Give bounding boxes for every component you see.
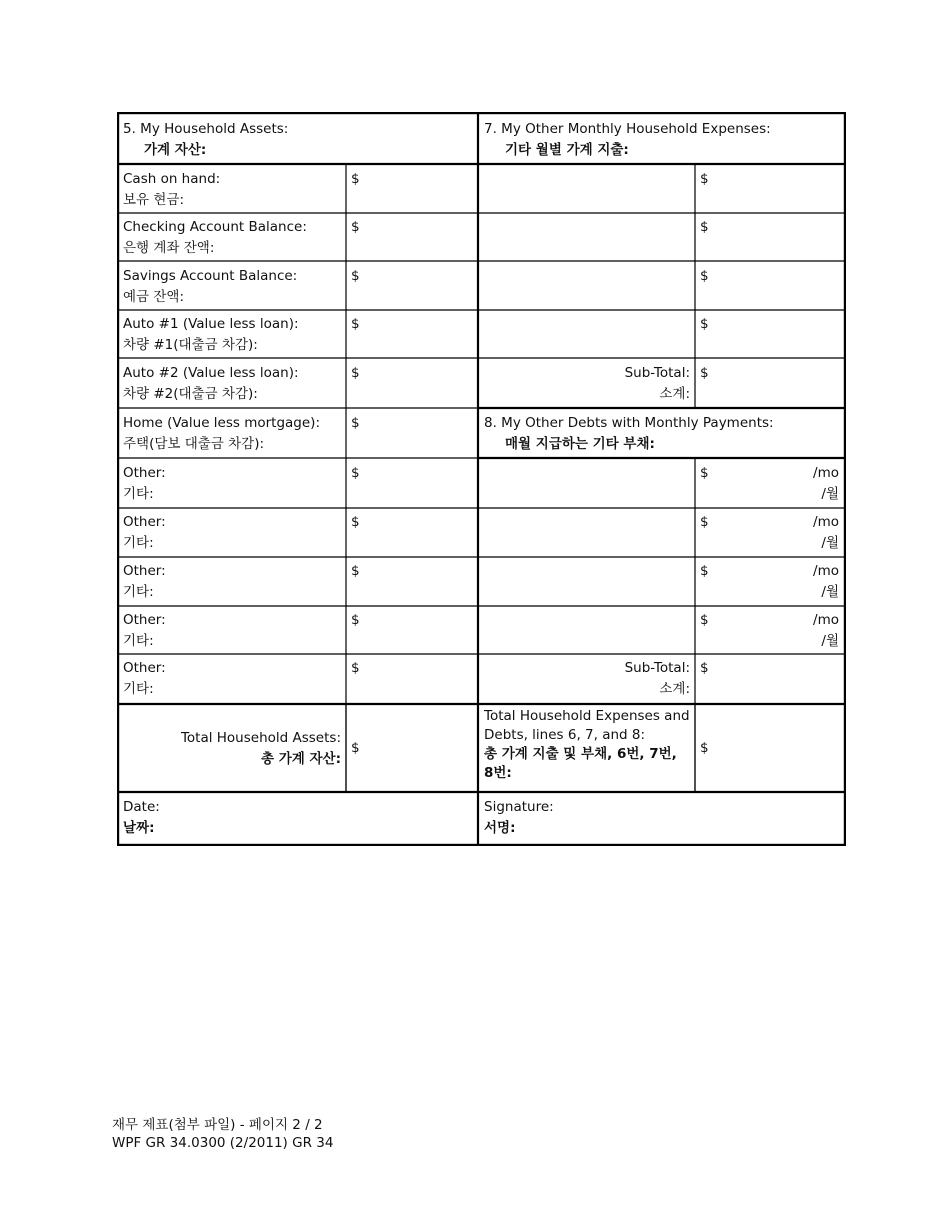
footer-form-number: WPF GR 34.0300 (2/2011) GR 34: [112, 1135, 334, 1151]
asset-value-field[interactable]: $: [351, 514, 360, 530]
total-expenses-debts-label: [479, 705, 695, 792]
subtotal-label: Sub-Total:: [624, 365, 690, 381]
date-label-korean: 날짜:: [123, 820, 155, 836]
section-7-title: 7. My Other Monthly Household Expenses:: [484, 121, 771, 137]
expense-subtotal-label: [479, 360, 695, 408]
asset-label: Home (Value less mortgage):: [123, 415, 320, 431]
asset-label-korean: 차량 #2(대출금 차감):: [123, 386, 258, 402]
expense-description-field[interactable]: [479, 166, 695, 213]
asset-value-field[interactable]: $: [351, 660, 360, 676]
asset-row-label: [118, 410, 346, 458]
financial-statement-form: [117, 112, 846, 846]
per-month-unit: /mo /월: [813, 514, 839, 551]
page-footer: [112, 1116, 333, 1152]
expense-amount-field[interactable]: $: [700, 316, 709, 332]
debt-description-field[interactable]: [479, 558, 695, 606]
asset-label-korean: 기타:: [123, 633, 154, 649]
asset-row-label: [118, 509, 346, 557]
asset-value-field[interactable]: $: [351, 465, 360, 481]
per-month-unit: /mo /월: [813, 465, 839, 502]
asset-value-field[interactable]: $: [351, 171, 360, 187]
asset-label-korean: 기타:: [123, 681, 154, 697]
section-8-title: 8. My Other Debts with Monthly Payments:: [484, 415, 774, 431]
section-5-title-korean: 가계 자산:: [144, 142, 207, 158]
total-expenses-label-text: Total Household Expenses and Debts, lines 6, 7, and 8:: [484, 708, 690, 743]
total-expenses-debts-field[interactable]: $: [700, 740, 709, 756]
asset-label-korean: 은행 계좌 잔액:: [123, 240, 215, 256]
section-5-title: 5. My Household Assets:: [123, 121, 289, 137]
asset-row-label: [118, 263, 346, 310]
asset-label: Other:: [123, 465, 166, 481]
asset-value-field[interactable]: $: [351, 415, 360, 431]
asset-label: Other:: [123, 514, 166, 530]
asset-label-korean: 기타:: [123, 486, 154, 502]
asset-label: Other:: [123, 660, 166, 676]
asset-row-label: [118, 166, 346, 213]
expense-description-field[interactable]: [479, 311, 695, 358]
asset-label: Checking Account Balance:: [123, 219, 307, 235]
subtotal-label-korean: 소계:: [659, 386, 690, 402]
total-expenses-label-korean: 총 가계 지출 및 부채, 6번, 7번, 8번:: [484, 746, 677, 781]
asset-label: Other:: [123, 563, 166, 579]
section-7-title-korean: 기타 월별 가계 지출:: [505, 142, 629, 158]
section-7-heading: [479, 116, 845, 164]
asset-label: Cash on hand:: [123, 171, 221, 187]
debt-payment-field[interactable]: [695, 607, 845, 654]
asset-label-korean: 기타:: [123, 584, 154, 600]
debt-description-field[interactable]: [479, 607, 695, 654]
asset-label: Savings Account Balance:: [123, 268, 298, 284]
debt-description-field[interactable]: [479, 509, 695, 557]
asset-row-label: [118, 360, 346, 408]
debt-dollar-sign: $: [700, 612, 709, 628]
asset-value-field[interactable]: $: [351, 563, 360, 579]
debt-payment-field[interactable]: [695, 558, 845, 606]
subtotal-label: Sub-Total:: [624, 660, 690, 676]
expense-amount-field[interactable]: $: [700, 171, 709, 187]
asset-label-korean: 예금 잔액:: [123, 289, 185, 305]
asset-label-korean: 보유 현금:: [123, 192, 185, 208]
expense-description-field[interactable]: [479, 263, 695, 310]
asset-value-field[interactable]: $: [351, 365, 360, 381]
asset-label-korean: 차량 #1(대출금 차감):: [123, 337, 258, 353]
asset-row-label: [118, 311, 346, 358]
asset-label: Other:: [123, 612, 166, 628]
total-assets-label-korean: 총 가계 자산:: [260, 750, 341, 767]
asset-value-field[interactable]: $: [351, 316, 360, 332]
asset-row-label: [118, 655, 346, 704]
debt-subtotal-field[interactable]: $: [700, 660, 709, 676]
asset-row-label: [118, 214, 346, 261]
asset-label-korean: 기타:: [123, 535, 154, 551]
subtotal-label-korean: 소계:: [659, 681, 690, 697]
expense-description-field[interactable]: [479, 214, 695, 261]
per-month-unit: /mo /월: [813, 612, 839, 649]
debt-payment-field[interactable]: [695, 509, 845, 557]
date-field[interactable]: [118, 794, 478, 845]
asset-row-label: [118, 607, 346, 654]
signature-label: Signature:: [484, 799, 554, 815]
date-label: Date:: [123, 799, 160, 815]
total-assets-label: [118, 705, 346, 792]
debt-payment-field[interactable]: [695, 460, 845, 508]
debt-dollar-sign: $: [700, 465, 709, 481]
asset-label: Auto #1 (Value less loan):: [123, 316, 299, 332]
asset-row-label: [118, 460, 346, 508]
section-5-heading: [118, 116, 478, 164]
debt-dollar-sign: $: [700, 514, 709, 530]
expense-amount-field[interactable]: $: [700, 268, 709, 284]
signature-label-korean: 서명:: [484, 820, 516, 836]
signature-field[interactable]: [479, 794, 845, 845]
expense-subtotal-field[interactable]: $: [700, 365, 709, 381]
asset-label-korean: 주택(담보 대출금 차감):: [123, 436, 265, 452]
section-8-title-korean: 매월 지급하는 기타 부채:: [505, 436, 655, 452]
debt-subtotal-label: [479, 655, 695, 704]
footer-page-info: 재무 제표(첨부 파일) - 페이지 2 / 2: [112, 1117, 323, 1133]
asset-value-field[interactable]: $: [351, 612, 360, 628]
per-month-unit: /mo /월: [813, 563, 839, 600]
section-8-heading: [479, 410, 845, 458]
asset-label: Auto #2 (Value less loan):: [123, 365, 299, 381]
asset-row-label: [118, 558, 346, 606]
expense-amount-field[interactable]: $: [700, 219, 709, 235]
debt-dollar-sign: $: [700, 563, 709, 579]
total-assets-field[interactable]: $: [351, 740, 360, 756]
debt-description-field[interactable]: [479, 460, 695, 508]
asset-value-field[interactable]: $: [351, 268, 360, 284]
asset-value-field[interactable]: $: [351, 219, 360, 235]
total-assets-label-text: Total Household Assets:: [180, 729, 341, 746]
